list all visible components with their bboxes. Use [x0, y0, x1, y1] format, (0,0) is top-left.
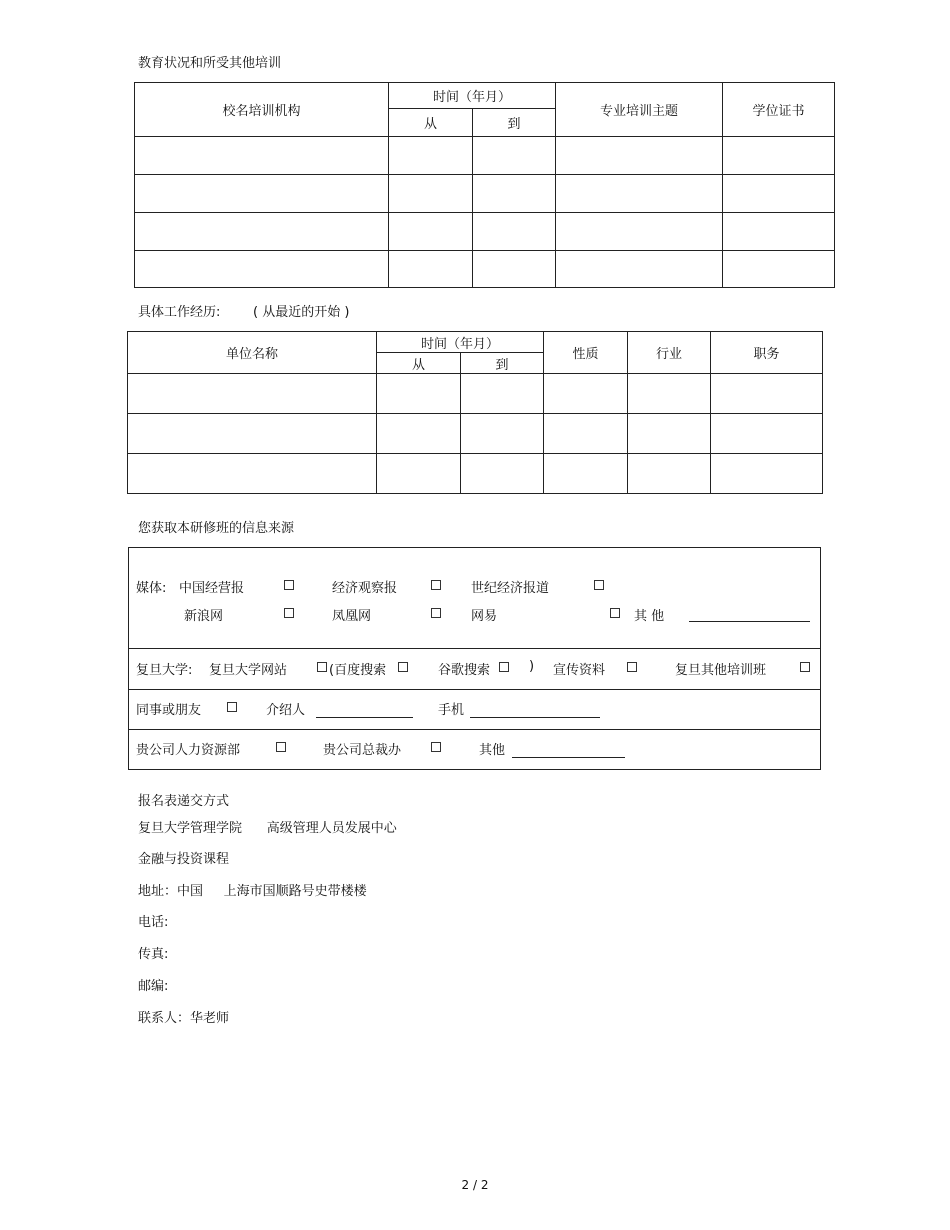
checkbox[interactable]: [284, 580, 294, 590]
table-cell[interactable]: [461, 374, 544, 414]
submission-line: 邮编:: [138, 979, 169, 994]
table-cell[interactable]: [473, 175, 556, 213]
company-other-label: 其他: [479, 743, 506, 758]
header-to: 到: [461, 353, 544, 374]
promo-label: 宣传资料: [553, 663, 606, 678]
table-row: [135, 213, 835, 251]
table-cell[interactable]: [461, 454, 544, 494]
table-cell[interactable]: [389, 213, 473, 251]
company-other-input[interactable]: [512, 757, 625, 758]
work-section-title: 具体工作经历:: [138, 305, 221, 320]
header-time: 时间（年月）: [377, 332, 544, 353]
baidu-label: (百度搜索: [329, 663, 387, 678]
table-cell[interactable]: [723, 213, 835, 251]
checkbox[interactable]: [431, 608, 441, 618]
table-cell[interactable]: [711, 414, 823, 454]
table-cell[interactable]: [389, 251, 473, 288]
other-training-label: 复旦其他培训班: [675, 663, 767, 678]
media-option-label: 网易: [471, 609, 498, 624]
media-other-input[interactable]: [689, 621, 810, 622]
checkbox[interactable]: [499, 662, 509, 672]
table-cell[interactable]: [628, 374, 711, 414]
header-time: 时间（年月）: [389, 83, 556, 109]
header-nature: 性质: [544, 332, 628, 374]
checkbox[interactable]: [227, 702, 237, 712]
google-label: 谷歌搜索: [438, 663, 491, 678]
table-cell[interactable]: [544, 454, 628, 494]
table-cell[interactable]: [135, 213, 389, 251]
media-option-label: 新浪网: [184, 609, 224, 624]
header-school: 校名培训机构: [135, 83, 389, 137]
table-cell[interactable]: [461, 414, 544, 454]
table-cell[interactable]: [389, 137, 473, 175]
phone-input[interactable]: [470, 717, 600, 718]
checkbox[interactable]: [398, 662, 408, 672]
checkbox[interactable]: [627, 662, 637, 672]
education-table: [134, 82, 835, 288]
checkbox[interactable]: [610, 608, 620, 618]
header-position: 职务: [711, 332, 823, 374]
table-cell[interactable]: [544, 414, 628, 454]
table-cell[interactable]: [556, 175, 723, 213]
referrer-input[interactable]: [316, 717, 413, 718]
divider: [129, 689, 820, 690]
table-row: [135, 137, 835, 175]
table-cell[interactable]: [377, 454, 461, 494]
table-cell[interactable]: [544, 374, 628, 414]
media-option-label: 凤凰网: [332, 609, 372, 624]
table-cell[interactable]: [473, 251, 556, 288]
header-unit: 单位名称: [128, 332, 377, 374]
submission-line: 金融与投资课程: [138, 852, 230, 867]
checkbox[interactable]: [431, 742, 441, 752]
table-cell[interactable]: [128, 454, 377, 494]
checkbox[interactable]: [594, 580, 604, 590]
media-option-label: 中国经营报: [179, 581, 245, 596]
divider: [129, 729, 820, 730]
table-cell[interactable]: [135, 251, 389, 288]
table-cell[interactable]: [128, 374, 377, 414]
hr-label: 贵公司人力资源部: [136, 743, 241, 758]
submission-line: 地址：中国 上海市国顺路号史带楼楼: [138, 884, 367, 899]
header-to: 到: [473, 109, 556, 137]
fudan-label: 复旦大学:: [136, 663, 193, 678]
header-degree: 学位证书: [723, 83, 835, 137]
table-cell[interactable]: [723, 137, 835, 175]
table-cell[interactable]: [723, 175, 835, 213]
colleague-label: 同事或朋友: [136, 703, 202, 718]
table-cell[interactable]: [711, 374, 823, 414]
source-section-title: 您获取本研修班的信息来源: [138, 521, 295, 536]
page-number: 2 / 2: [461, 1178, 489, 1192]
header-from: 从: [377, 353, 461, 374]
work-section-note: ( 从最近的开始 ): [253, 305, 350, 320]
table-cell[interactable]: [377, 374, 461, 414]
referrer-label: 介绍人: [266, 703, 306, 718]
checkbox[interactable]: [317, 662, 327, 672]
table-cell[interactable]: [377, 414, 461, 454]
table-cell[interactable]: [135, 137, 389, 175]
divider: [129, 648, 820, 649]
table-row: [128, 454, 823, 494]
checkbox[interactable]: [276, 742, 286, 752]
media-other-label: 其 他: [634, 609, 665, 624]
table-cell[interactable]: [556, 137, 723, 175]
source-box: [128, 547, 821, 770]
submission-line: 传真:: [138, 947, 169, 962]
header-industry: 行业: [628, 332, 711, 374]
table-cell[interactable]: [628, 454, 711, 494]
header-from: 从: [389, 109, 473, 137]
table-row: [128, 374, 823, 414]
work-table: [127, 331, 823, 494]
table-cell[interactable]: [628, 414, 711, 454]
table-row: [135, 175, 835, 213]
table-cell[interactable]: [473, 213, 556, 251]
table-cell[interactable]: [556, 251, 723, 288]
submission-line: 电话:: [138, 915, 169, 930]
table-cell[interactable]: [135, 175, 389, 213]
media-option-label: 世纪经济报道: [471, 581, 550, 596]
fudan-website-label: 复旦大学网站: [209, 663, 288, 678]
checkbox[interactable]: [284, 608, 294, 618]
table-cell[interactable]: [723, 251, 835, 288]
table-row: [135, 251, 835, 288]
submission-line: 复旦大学管理学院 高级管理人员发展中心: [138, 821, 397, 836]
checkbox[interactable]: [800, 662, 810, 672]
table-cell[interactable]: [128, 414, 377, 454]
table-cell[interactable]: [711, 454, 823, 494]
table-row: [128, 414, 823, 454]
header-topic: 专业培训主题: [556, 83, 723, 137]
president-office-label: 贵公司总裁办: [323, 743, 402, 758]
media-option-label: 经济观察报: [332, 581, 398, 596]
table-cell[interactable]: [389, 175, 473, 213]
table-cell[interactable]: [556, 213, 723, 251]
close-paren: ): [529, 659, 535, 674]
checkbox[interactable]: [431, 580, 441, 590]
phone-label: 手机: [438, 703, 465, 718]
media-label: 媒体:: [136, 581, 167, 596]
submission-title: 报名表递交方式: [138, 794, 230, 809]
education-section-title: 教育状况和所受其他培训: [138, 56, 282, 71]
table-cell[interactable]: [473, 137, 556, 175]
submission-line: 联系人：华老师: [138, 1011, 230, 1026]
